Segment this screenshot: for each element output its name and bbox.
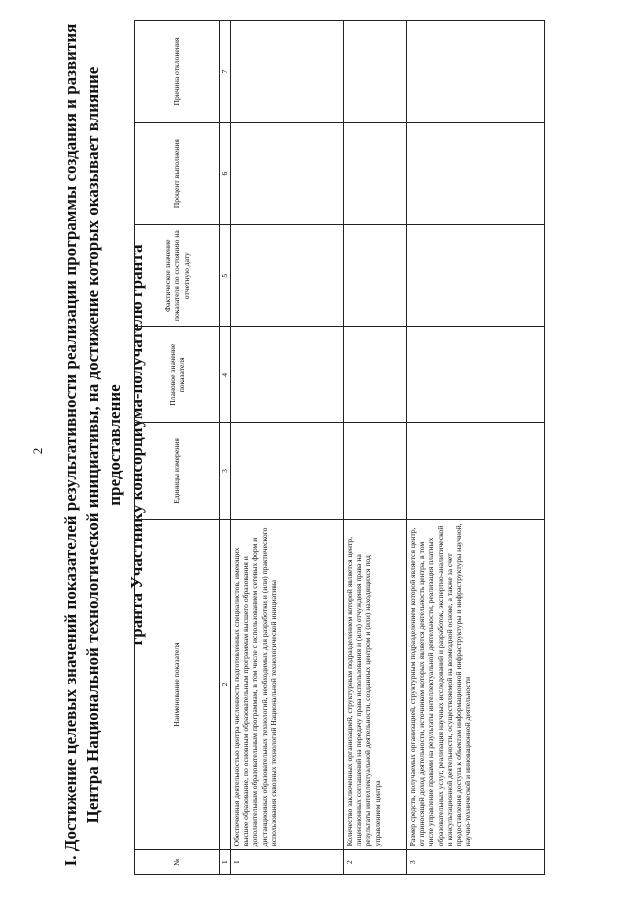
column-number: 7 (220, 21, 231, 123)
column-number: 6 (220, 123, 231, 225)
header-indicator-name: Наименование показателя (135, 519, 220, 850)
title-line-3: гранта Участнику консорциума-получателю гранта (127, 244, 146, 646)
unit-cell (344, 423, 407, 519)
indicators-table-wrapper (134, 20, 473, 875)
reason-cell (407, 21, 545, 123)
table-header-row (135, 21, 220, 875)
header-planned-value: Плановое значение показателя (135, 327, 220, 423)
indicator-name: Количество заключенных организацией, структурным подразделением которой является центр, лицензионных соглашений на передачу права использования и (или) отчуждения права на результаты интеллектуальной деятельности, созданных центром и (или) находящихся под управлением центра (344, 519, 407, 850)
column-number: 1 (220, 850, 231, 875)
title-line-1: I. Достижение целевых значений показателей результативности реализации программы создания и развития (61, 23, 80, 867)
row-number: 2 (344, 850, 407, 875)
header-unit: Единицы измерения (135, 423, 220, 519)
column-number: 4 (220, 327, 231, 423)
header-number: № (135, 850, 220, 875)
reason-cell (344, 21, 407, 123)
table-row (407, 21, 545, 875)
header-actual-value: Фактическое значение показателя по состоянию на отчетную дату (135, 225, 220, 327)
header-percent: Процент выполнения (135, 123, 220, 225)
page-number: 2 (30, 447, 45, 455)
planned-value-cell (344, 327, 407, 423)
reason-cell (231, 21, 344, 123)
planned-value-cell (231, 327, 344, 423)
indicators-table (134, 20, 545, 875)
percent-cell (344, 123, 407, 225)
header-deviation-reason: Причина отклонения (135, 21, 220, 123)
table-row (344, 21, 407, 875)
actual-value-cell (407, 225, 545, 327)
title-line-2: Центра Национальной технологической инициативы, на достижение которых оказывает влияние предоставление (83, 66, 124, 824)
indicator-name: Обеспеченная деятельностью центра численность подготовленных специалистов, имеющих высшее образование, по основным образовательным программам высшего образования и дополнительным образовательным программам, в том числе с использованием сетевых форм и дистанционных образовательных технологий, необходимых для разработки и (или) практического использования сквозных технологий Национальной технологической инициативы (231, 519, 344, 850)
column-number: 5 (220, 225, 231, 327)
indicator-name: Размер средств, получаемых организацией, структурным подразделением которой является центр, от приносящей доход деятельности, источником которых является деятельность центра, в том числе управление правами на результаты интеллектуальной деятельности, реализация платных образовательных услуг, реализация научных исследований и разработок, экспертно-аналитической и консультационной деятельности, осуществляемой на возмездной основе, а также за счет предоставления доступа к объектам информационной инфраструктуры и инфраструктуры научной, научно-технической и инновационной деятельности (407, 519, 545, 850)
actual-value-cell (231, 225, 344, 327)
unit-cell (231, 423, 344, 519)
row-number: 1 (231, 850, 344, 875)
unit-cell (407, 423, 545, 519)
column-number-row (220, 21, 231, 875)
row-number: 3 (407, 850, 545, 875)
column-number: 3 (220, 423, 231, 519)
percent-cell (231, 123, 344, 225)
percent-cell (407, 123, 545, 225)
planned-value-cell (407, 327, 545, 423)
actual-value-cell (344, 225, 407, 327)
table-row (231, 21, 344, 875)
column-number: 2 (220, 519, 231, 850)
